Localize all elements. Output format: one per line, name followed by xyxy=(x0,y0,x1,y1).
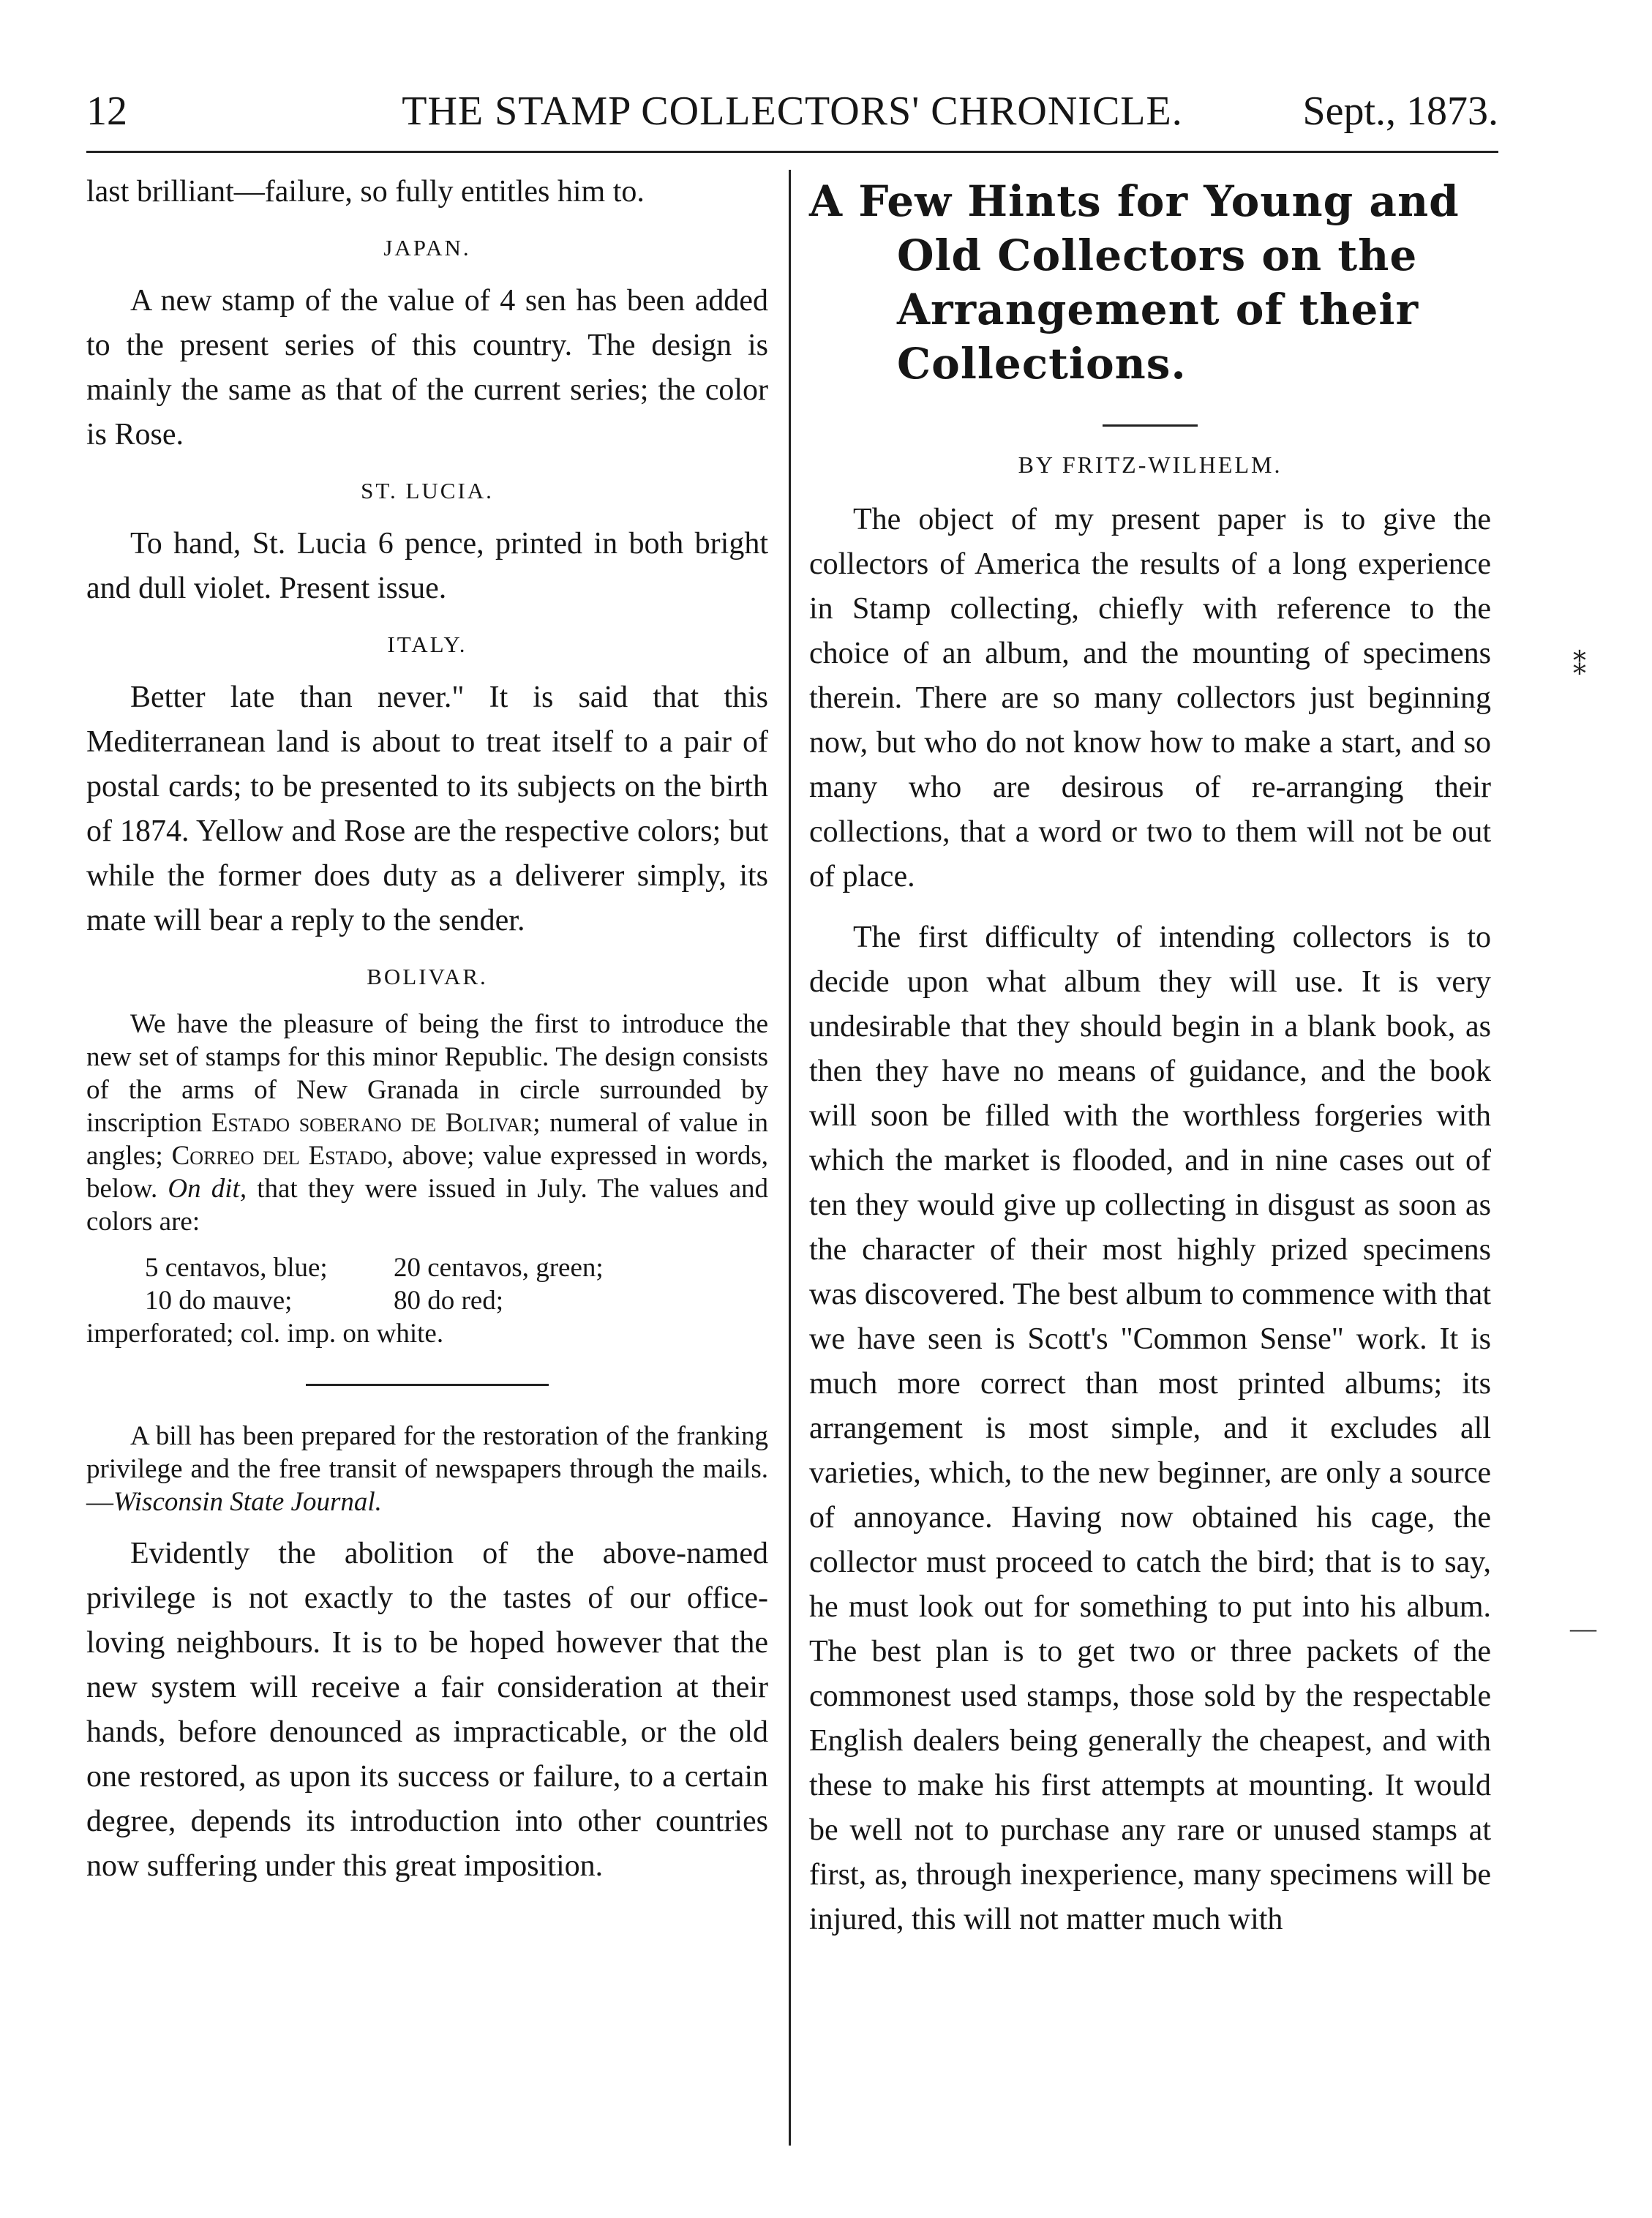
rate-cell: 20 centavos, green; xyxy=(394,1253,604,1283)
bolivar-text xyxy=(86,1008,768,1238)
running-header xyxy=(86,82,1498,141)
bolivar-imperf: imperforated; col. imp. on white. xyxy=(86,1319,444,1349)
bolivar-correo: Correo del Estado, xyxy=(171,1141,394,1171)
section-heading-bolivar: BOLIVAR. xyxy=(367,964,488,989)
issue-date: Sept., 1873. xyxy=(1302,89,1498,134)
section-heading-japan: JAPAN. xyxy=(383,235,471,261)
bolivar-inscription: Estado soberano de Bolivar xyxy=(211,1108,533,1138)
franking-source: Wisconsin State Journal. xyxy=(113,1487,382,1517)
right-column xyxy=(809,170,1491,1958)
left-column xyxy=(86,170,768,1905)
bolivar-on-dit: On dit, xyxy=(168,1174,247,1204)
rates-row xyxy=(86,1251,768,1284)
bolivar-block xyxy=(86,1008,768,1350)
margin-mark: — xyxy=(1570,1614,1596,1643)
section-heading-italy: ITALY. xyxy=(387,632,468,657)
bolivar-text-3: above; value expressed in words, below. xyxy=(86,1141,769,1204)
article-paragraph-2: The first difficulty of intending collectors is to decide upon what album they will use. It is very undesirable that they should begin in a blank book, as then they have no means of guidance, and the book will soon be filled with the worthless forgeries with which the market is flooded, and in nine cases out of ten they would give up collecting in disgust as soon as the character of their most highly prized specimens was discovered. The best album to commence with that we have seen is Scott's "Common Sense" work. It is much more correct than most printed albums; its arrangement is most simple, and it excludes all varieties, which, to the new beginner, are only a source of annoyance. Having now obtained his cage, the collector must proceed to catch the bird; that is to say, he must look out for something to put into his album. The best plan is to get two or three packets of the commonest used stamps, those sold by the respectable English dealers being generally the cheapest, and with these to make his first attempts at mounting. It would be well not to purchase any rare or unused stamps at first, as, through inexperience, many specimens will be injured, this will not matter much with xyxy=(809,921,1491,1936)
abolition-text: Evidently the abolition of the above-named privilege is not exactly to the tastes of our office-loving neighbours. It is to be hoped however that the new system will receive a fair consideration at their hands, before denounced as impracticable, or the old one restored, as upon its success or failure, to a certain degree, depends its introduction into other countries now suffering under this great imposition. xyxy=(86,1537,768,1883)
bolivar-text-2: ; numeral of value in angles; xyxy=(86,1108,768,1171)
bolivar-text-4: that they were issued in July. The values and colors are: xyxy=(86,1174,768,1237)
rate-cell: 80 do red; xyxy=(394,1286,504,1316)
title-rule xyxy=(1103,424,1198,427)
rate-cell: 5 centavos, blue; xyxy=(145,1253,328,1283)
journal-title: THE STAMP COLLECTORS' CHRONICLE. xyxy=(402,89,1183,134)
italy-text: Better late than never." It is said that this Mediterranean land is about to treat itself to a pair of postal cards; to be presented to its subjects on the birth of 1874. Yellow and Rose are the respective colors; but while the former does duty as a deliverer simply, its mate will bear a reply to the sender. xyxy=(86,681,768,937)
article-paragraph-1: The object of my present paper is to give the collectors of America the results of a long experience in Stamp collecting, chiefly with reference to the choice of an album, and the mounting of specimens therein. There are so many collectors just beginning now, but who do not know how to make a start, and so many who are desirous of re-arranging their collections, that a word or two to them will not be out of place. xyxy=(809,503,1491,893)
franking-text xyxy=(86,1420,768,1518)
continuation-text: last brilliant—failure, so fully entitles him to. xyxy=(86,175,645,209)
rates-row xyxy=(86,1284,768,1317)
column-divider xyxy=(789,170,791,2146)
bolivar-text-1: We have the pleasure of being the first to introduce the new set of stamps for this minor Republic. The design consists of the arms of New Granada in circle surrounded by inscription xyxy=(86,1009,768,1138)
section-divider-rule xyxy=(306,1384,549,1386)
section-heading-st-lucia: ST. LUCIA. xyxy=(361,478,494,503)
franking-body: A bill has been prepared for the restoration of the franking privilege and the free transit of newspapers through the mails.— xyxy=(86,1421,768,1517)
header-rule xyxy=(86,151,1498,153)
margin-mark: ⁑ xyxy=(1573,651,1586,681)
article-byline: BY FRITZ-WILHELM. xyxy=(1018,452,1283,478)
article-title: A Few Hints for Young and Old Collectors on the Arrangement of their Collections. xyxy=(809,176,1460,389)
franking-block xyxy=(86,1420,768,1518)
page-number: 12 xyxy=(86,89,127,134)
rates-table xyxy=(86,1251,768,1317)
st-lucia-text: To hand, St. Lucia 6 pence, printed in both bright and dull violet. Present issue. xyxy=(86,527,768,605)
japan-text: A new stamp of the value of 4 sen has been added to the present series of this country. The design is mainly the same as that of the current series; the color is Rose. xyxy=(86,284,768,452)
rate-cell: 10 do mauve; xyxy=(145,1286,293,1316)
